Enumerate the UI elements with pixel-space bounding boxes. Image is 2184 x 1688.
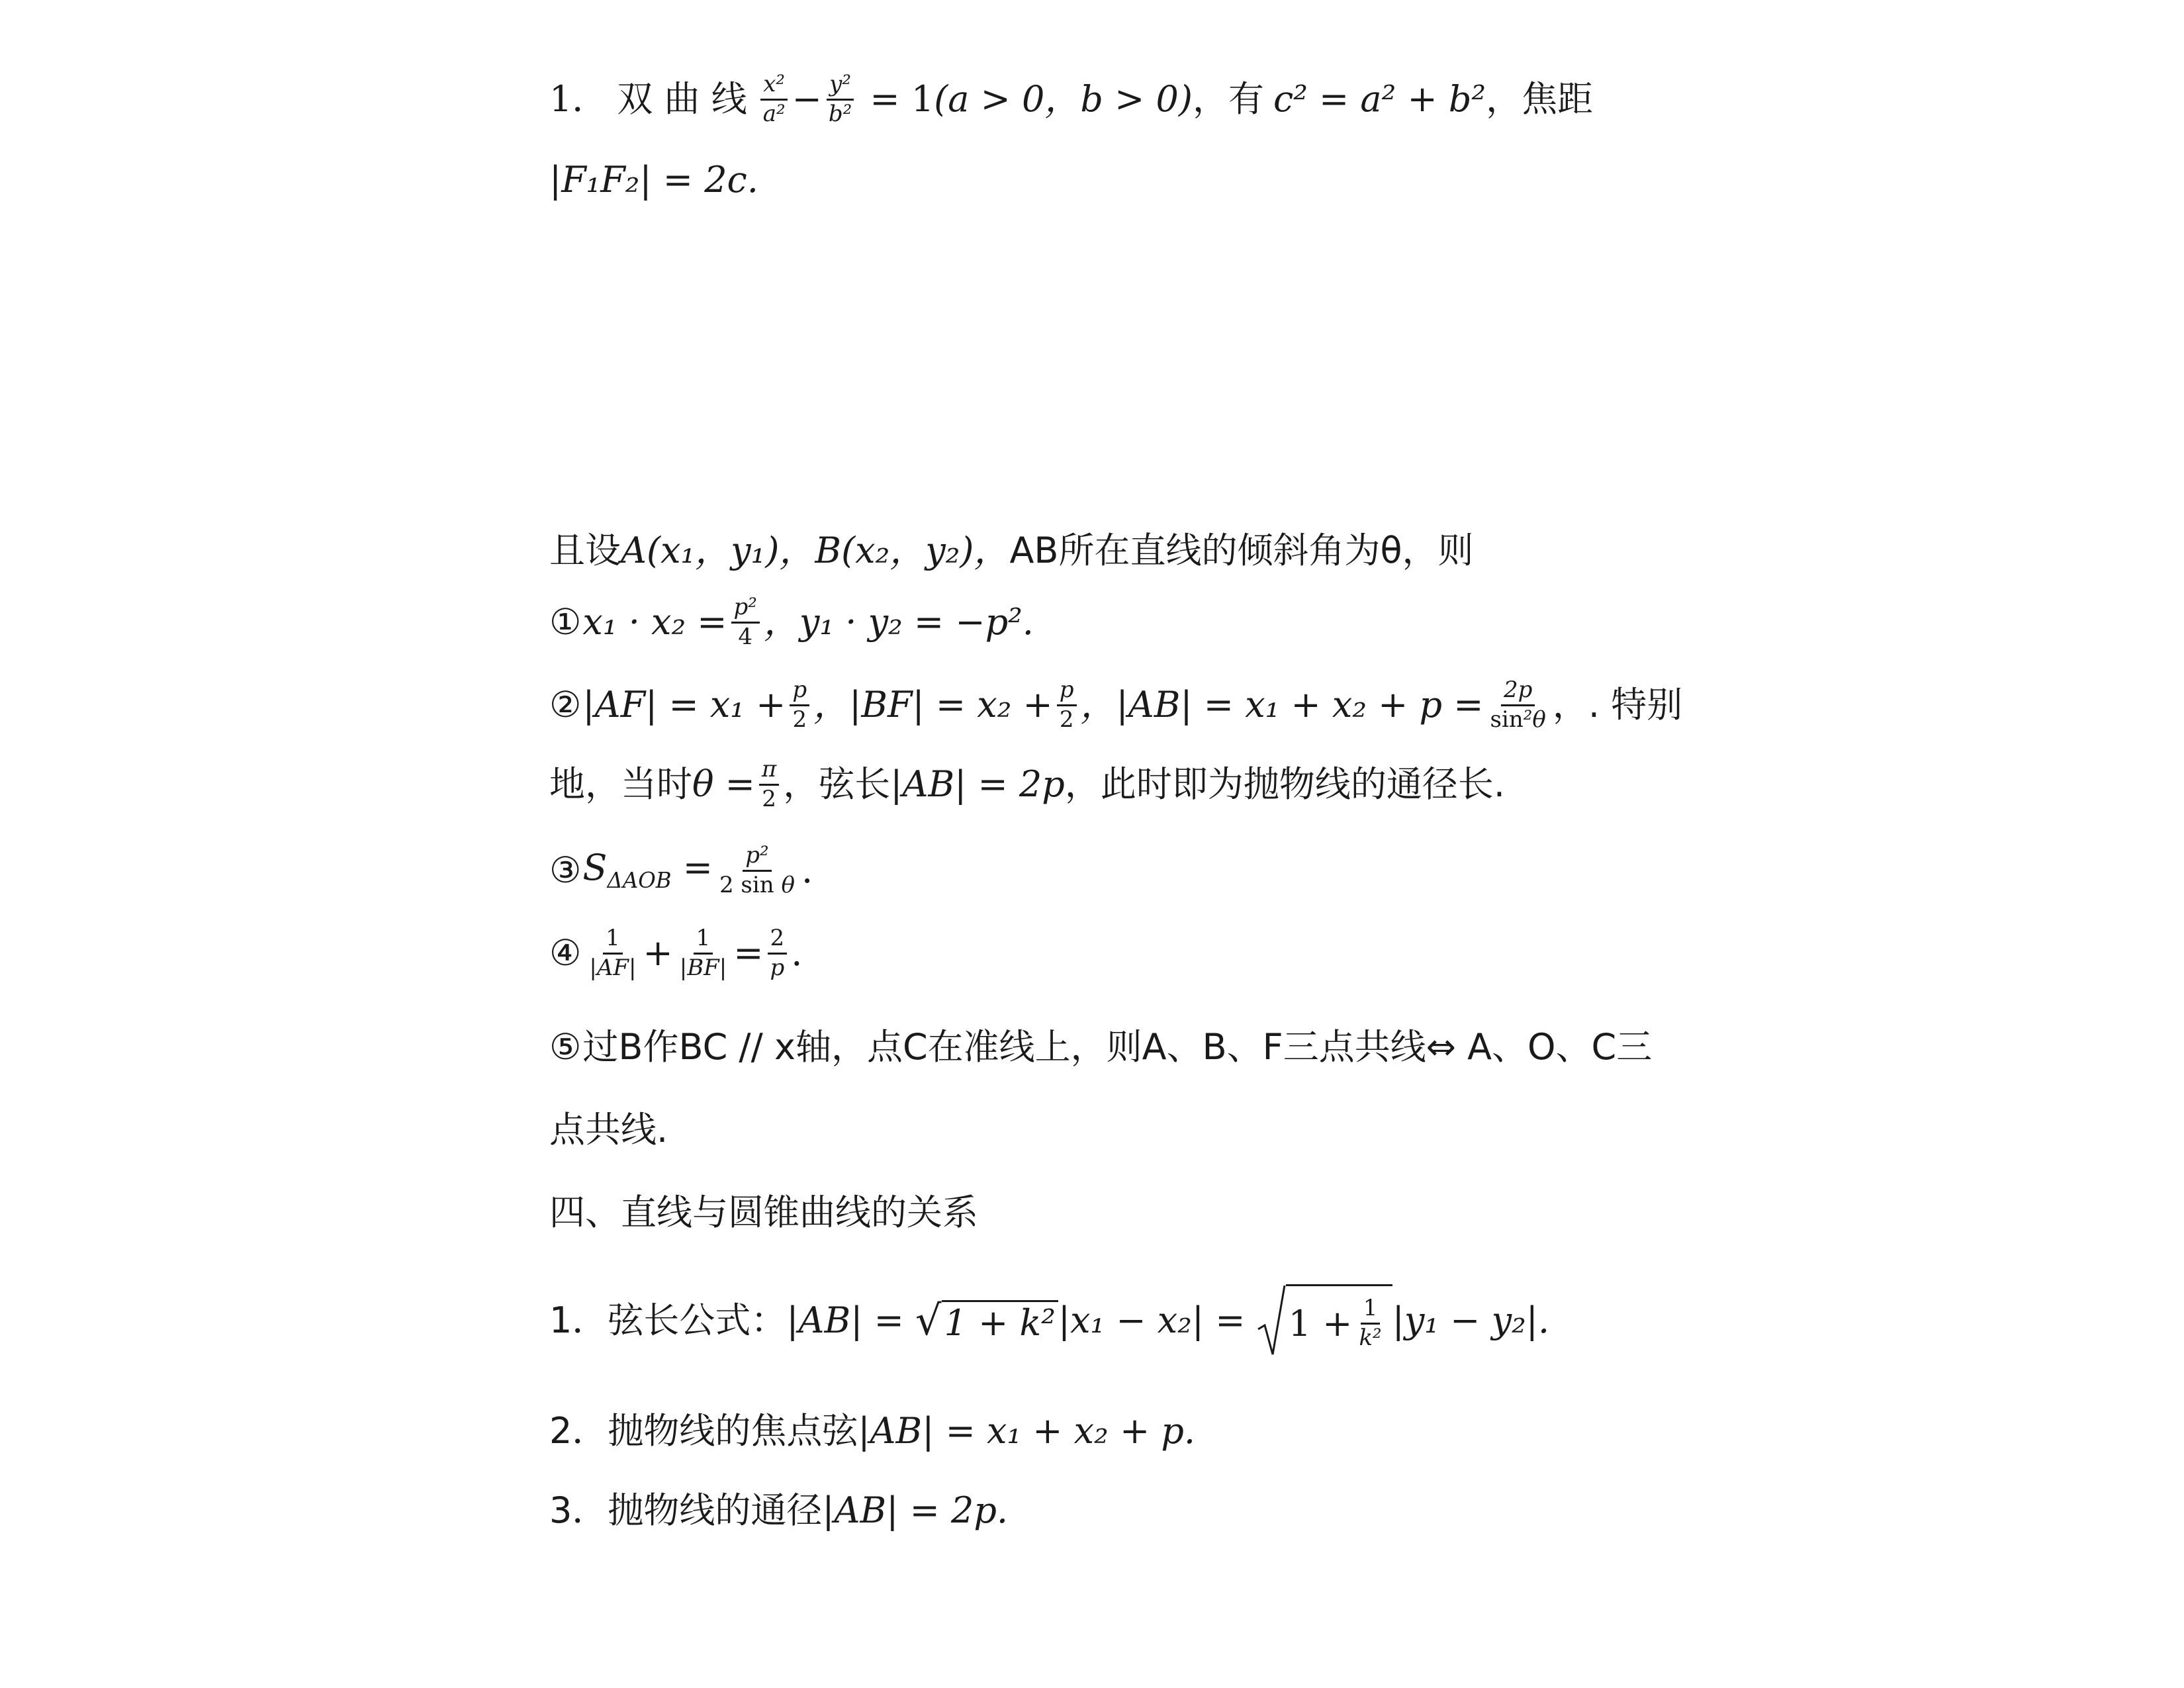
latus-text: ，此时即为抛物线的通径长. (1064, 763, 1506, 806)
assume-text: 且设 (549, 530, 621, 571)
item-number: 1． (549, 78, 608, 120)
assumption-line (549, 530, 1474, 571)
focal-chord-expr: |AB| = x₁ + x₂ + p. (858, 1410, 1196, 1452)
property-4: ④ $\frac{1}{|AF|}$ + $\frac{1}{|BF|}$ = $\frac{2}{p}$ . (549, 925, 803, 981)
property-5 (549, 1026, 1653, 1068)
radical-icon (1257, 1284, 1286, 1357)
focal-distance-expr: |F₁F₂| = 2c. (549, 159, 758, 201)
chord-length-formula: 1．弦长公式： |AB| = √ 1 + k² |x₁ − x₂| = 1 + $\frac{1}{\text{k²}}$ |y₁ − y₂|. (549, 1284, 1549, 1357)
point-b: B(x₂，y₂)， (815, 530, 1010, 571)
point-a: A(x₁，y₁)， (621, 530, 815, 571)
c-squared-formula: c² = a² + b² (1273, 78, 1486, 120)
latus-rectum-label: 3．抛物线的通径 (549, 1489, 823, 1531)
p2-over-4: $\frac{\text{p²}}{4}$ (731, 596, 760, 649)
focal-distance-label: ，焦距 (1486, 78, 1594, 120)
circled-4: ④ (549, 932, 582, 974)
circled-2: ② (549, 684, 582, 726)
latus-rectum-expr: |AB| = 2p. (822, 1489, 1009, 1531)
focal-distance-line (549, 159, 758, 201)
chord-text: ，弦长 (783, 763, 891, 806)
section-4-title: 四、直线与圆锥曲线的关系 (549, 1192, 978, 1233)
chord-formula-label: 1．弦长公式： (549, 1299, 787, 1341)
when-text: 地，当时 (549, 763, 692, 806)
sqrt-1-plus-k2: √ 1 + k² (915, 1300, 1058, 1341)
hyperbola-label: 双 曲 线 (617, 78, 747, 120)
property-5-cont (549, 1109, 668, 1150)
focal-chord-formula (549, 1410, 1196, 1452)
property-3: ③ $S_{\Delta AOB}$ = $\frac{\text{p²}}{\text{2 sin θ}}$ . (549, 842, 813, 898)
has-label: ，有 (1192, 78, 1264, 120)
hyperbola-line: 1． 双 曲 线 $\frac{\text{x²}}{\text{a²}}$ − $\frac{\text{y²}}{\text{b²}}$ = 1 (a > 0，b > 0) ，有 c² = a² + b² ，焦距 (549, 71, 1594, 127)
collinear-text-end: 点共线. (549, 1109, 668, 1150)
angle-text: AB所在直线的倾斜角为θ，则 (1009, 530, 1474, 571)
2p-over-sin2theta: $\frac{2p}{\text{sin²θ}}$ (1490, 677, 1546, 733)
y2-over-b2: $\frac{\text{y²}}{\text{b²}}$ (826, 73, 854, 126)
hyperbola-condition: (a > 0，b > 0) (934, 78, 1193, 120)
x2-over-a2: $\frac{\text{x²}}{\text{a²}}$ (760, 73, 788, 126)
special-text: ，. 特别 (1552, 684, 1683, 726)
section-heading (549, 1192, 978, 1233)
property-1: ① x₁ · x₂ = $\frac{\text{p²}}{4}$ ，y₁ · y₂ = −p². (549, 594, 1034, 650)
circled-5: ⑤ (549, 1026, 582, 1068)
property-2: ② |AF| = x₁ + $\frac{p}{2}$ ，|BF| = x₂ + $\frac{p}{2}$ ，|AB| = x₁ + x₂ + p = $\frac{2p}{\text{sin²θ}}$ ，. 特别 (549, 677, 1683, 733)
triangle-area-frac: $\frac{\text{p²}}{\text{2 sin θ}}$ (719, 842, 795, 898)
collinear-text: 过B作BC // x轴，点C在准线上，则A、B、F三点共线⇔ A、O、C三 (582, 1026, 1653, 1068)
sqrt-1-plus-inv-k2: 1 + $\frac{1}{\text{k²}}$ (1257, 1284, 1392, 1357)
focal-chord-label: 2．抛物线的焦点弦 (549, 1410, 858, 1452)
latus-rectum-formula (549, 1489, 1009, 1531)
property-2-cont: 地，当时 θ = $\frac{\pi}{2}$ ，弦长 |AB| = 2p ，此时即为抛物线的通径长. (549, 756, 1506, 812)
circled-1: ① (549, 601, 582, 643)
circled-3: ③ (549, 849, 582, 892)
product-y: ，y₁ · y₂ = −p². (763, 601, 1034, 643)
